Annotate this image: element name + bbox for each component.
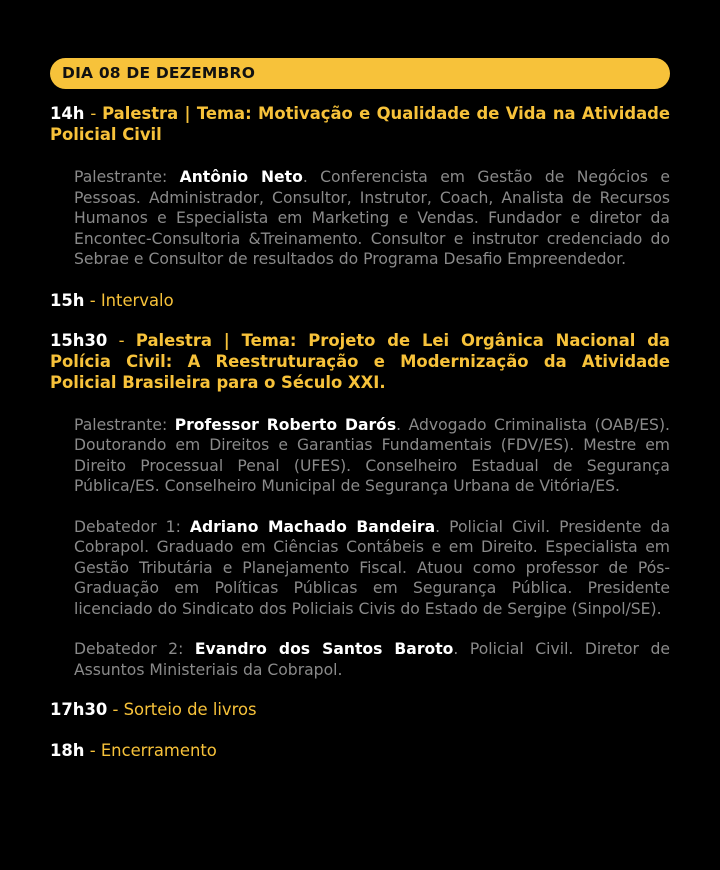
time-label: 14h bbox=[50, 104, 85, 123]
speaker-prefix: Palestrante: bbox=[74, 415, 175, 434]
time-label: 15h30 bbox=[50, 330, 108, 350]
debater-name: Adriano Machado Bandeira bbox=[189, 517, 436, 536]
separator: - bbox=[107, 330, 136, 350]
speaker-bio bbox=[74, 415, 670, 497]
speaker-description: . Conferencista em Gestão de Negócios e Pessoas. Administrador, Consultor, Instrutor, Coach, Analista de Recursos Humanos e Especialista em Marketing e Vendas. Fundador e diretor da Encontec-Consultoria &Treinamento. Consultor e instrutor credenciado do Sebrae e Consultor de resultados do Programa Desafio Empreendedor. bbox=[74, 168, 670, 268]
time-label: 18h bbox=[50, 741, 85, 760]
day-badge: DIA 08 DE DEZEMBRO bbox=[50, 58, 670, 89]
separator: - bbox=[84, 741, 101, 760]
separator: - bbox=[84, 290, 101, 310]
schedule-item-5 bbox=[50, 740, 670, 761]
session-title: Encerramento bbox=[100, 741, 217, 760]
speaker-bio bbox=[74, 167, 670, 270]
debater-prefix: Debatedor 2: bbox=[74, 640, 195, 658]
debater-1-bio bbox=[74, 517, 670, 620]
separator: - bbox=[84, 104, 103, 123]
speaker-prefix: Palestrante: bbox=[74, 168, 180, 186]
session-title: Sorteio de livros bbox=[123, 700, 257, 719]
speaker-name: Professor Roberto Darós bbox=[174, 415, 397, 434]
speaker-name: Antônio Neto bbox=[179, 168, 303, 186]
debater-prefix: Debatedor 1: bbox=[74, 517, 190, 536]
separator: - bbox=[107, 700, 124, 719]
debater-description: . Policial Civil. Diretor de Assuntos Ministeriais da Cobrapol. bbox=[74, 640, 671, 679]
schedule-item-3 bbox=[50, 330, 670, 393]
schedule-page bbox=[50, 58, 670, 761]
time-label: 15h bbox=[50, 290, 85, 310]
session-title: Palestra | Tema: Motivação e Qualidade de Vida na Atividade Policial Civil bbox=[50, 104, 670, 144]
time-label: 17h30 bbox=[50, 700, 108, 719]
session-title: Intervalo bbox=[100, 290, 174, 310]
debater-description: . Policial Civil. Presidente da Cobrapol. Graduado em Ciências Contábeis e em Direito. Especialista em Gestão Tributária e Planejamento Fiscal. Atuou como professor de Pós-Graduação em Políticas Públicas em Segurança Pública. Presidente licenciado do Sindicato dos Policiais Civis do Estado de Sergipe (Sinpol/SE). bbox=[74, 517, 670, 618]
session-title: Palestra | Tema: Projeto de Lei Orgânica Nacional da Polícia Civil: A Reestruturação e Modernização da Atividade Policial Brasileira para o Século XXI. bbox=[50, 330, 670, 392]
schedule-item-1 bbox=[50, 103, 670, 145]
debater-2-bio bbox=[74, 639, 670, 680]
speaker-description: . Advogado Criminalista (OAB/ES). Doutorando em Direitos e Garantias Fundamentais (FDV/ES). Mestre em Direito Processual Penal (UFES). Conselheiro Estadual de Segurança Pública/ES. Conselheiro Municipal de Segurança Urbana de Vitória/ES. bbox=[74, 415, 670, 495]
debater-name: Evandro dos Santos Baroto bbox=[194, 640, 454, 658]
schedule-item-4 bbox=[50, 699, 670, 720]
schedule-item-2 bbox=[50, 290, 670, 311]
